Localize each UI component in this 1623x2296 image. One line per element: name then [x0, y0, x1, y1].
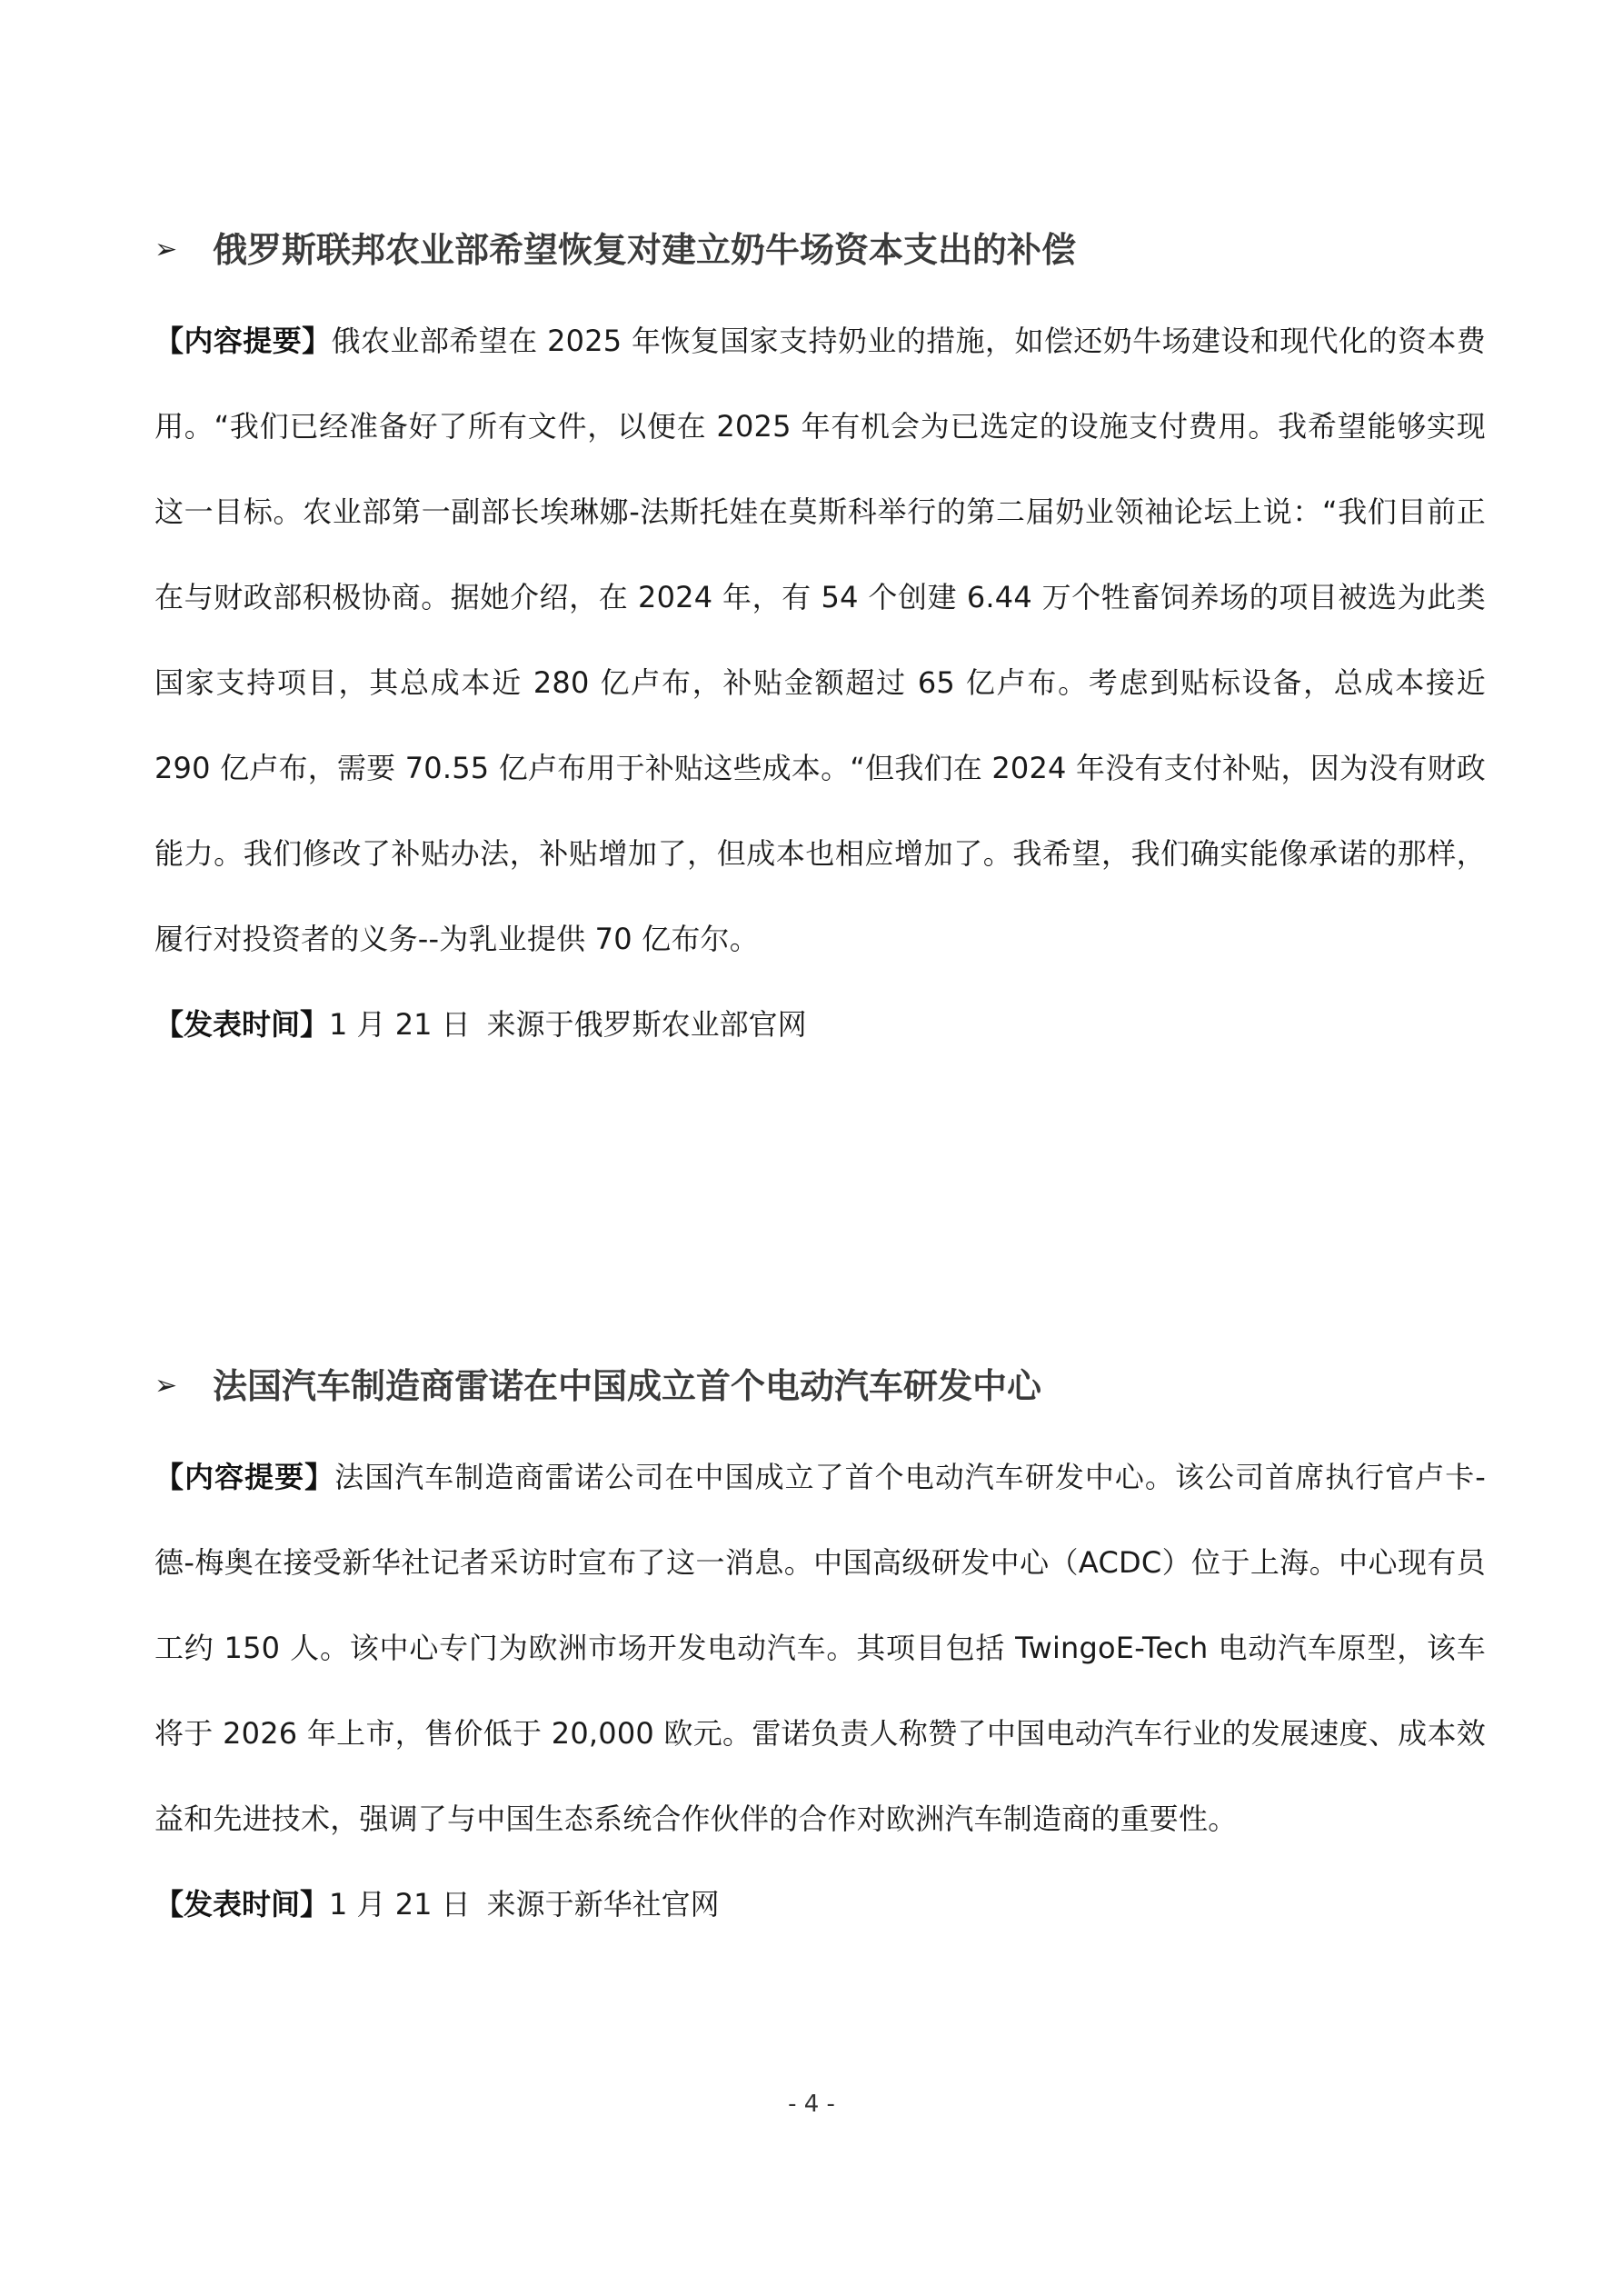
publish-date: 1 月 21 日	[329, 1007, 471, 1042]
article-headline	[154, 1354, 1486, 1418]
article-title: 法国汽车制造商雷诺在中国成立首个电动汽车研发中心	[213, 1366, 1042, 1406]
publish-date: 1 月 21 日	[329, 1887, 471, 1922]
news-article	[154, 1354, 1486, 1947]
arrow-bullet-icon: ➢	[154, 1370, 178, 1402]
summary-text: 法国汽车制造商雷诺公司在中国成立了首个电动汽车研发中心。该公司首席执行官卢卡-德-梅奥在接受新华社记者采访时宣布了这一消息。中国高级研发中心（ACDC）位于上海。中心现有员工约 150 人。该中心专门为欧洲市场开发电动汽车。其项目包括 TwingoE-Tech 电动汽车原型，该车将于 2026 年上市，售价低于 20,000 欧元。雷诺负责人称赞了中国电动汽车行业的发展速度、成本效益和先进技术，强调了与中国生态系统合作伙伴的合作对欧洲汽车制造商的重要性。	[154, 1460, 1486, 1836]
arrow-bullet-icon: ➢	[154, 234, 178, 265]
article-title: 俄罗斯联邦农业部希望恢复对建立奶牛场资本支出的补偿	[213, 230, 1077, 270]
article-source: 来源于新华社官网	[486, 1887, 720, 1922]
publish-info	[154, 1862, 1486, 1947]
summary-text: 俄农业部希望在 2025 年恢复国家支持奶业的措施，如偿还奶牛场建设和现代化的资本费用。“我们已经准备好了所有文件，以便在 2025 年有机会为已选定的设施支付费用。我希望能够实现这一目标。农业部第一副部长埃琳娜-法斯托娃在莫斯科举行的第二届奶业领袖论坛上说：“我们目前正在与财政部积极协商。据她介绍，在 2024 年，有 54 个创建 6.44 万个牲畜饲养场的项目被选为此类国家支持项目，其总成本近 280 亿卢布，补贴金额超过 65 亿卢布。考虑到贴标设备，总成本接近 290 亿卢布，需要 70.55 亿卢布用于补贴这些成本。“但我们在 2024 年没有支付补贴，因为没有财政能力。我们修改了补贴办法，补贴增加了，但成本也相应增加了。我希望，我们确实能像承诺的那样，履行对投资者的义务--为乳业提供 70 亿布尔。	[154, 324, 1486, 956]
publish-info	[154, 982, 1486, 1067]
publish-time-label: 【发表时间】	[154, 1887, 330, 1922]
article-headline	[154, 218, 1486, 282]
publish-time-label: 【发表时间】	[154, 1007, 330, 1042]
article-summary	[154, 1434, 1486, 1862]
news-article	[154, 218, 1486, 1067]
summary-label: 【内容提要】	[154, 324, 332, 358]
article-source: 来源于俄罗斯农业部官网	[486, 1007, 807, 1042]
summary-label: 【内容提要】	[154, 1460, 335, 1494]
article-summary	[154, 298, 1486, 982]
page-number: - 4 -	[788, 2091, 835, 2118]
